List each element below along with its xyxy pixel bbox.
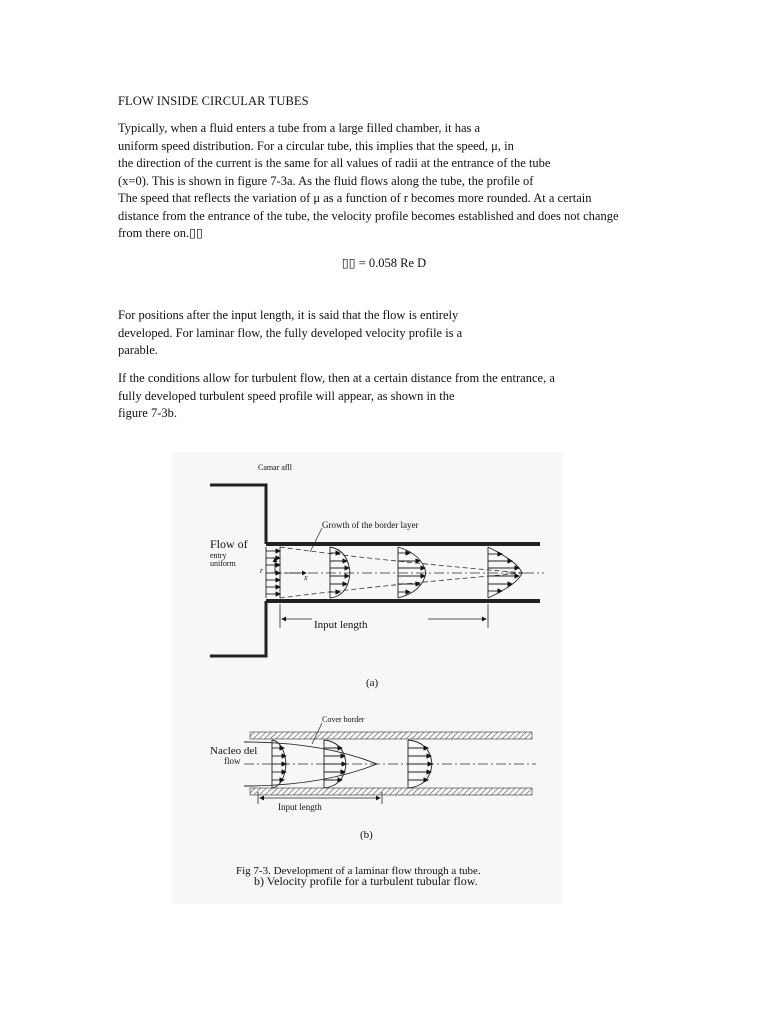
flow-label-2: entry <box>210 551 227 560</box>
flow-label-1: Flow of <box>210 537 248 551</box>
paragraph-line: parable. <box>118 343 158 357</box>
paragraph-line: If the conditions allow for turbulent flow, then at a certain distance from the entrance, a <box>118 371 555 385</box>
x-label: x <box>304 573 308 582</box>
paragraph-line: Typically, when a fluid enters a tube from a large filled chamber, it has a <box>118 121 481 135</box>
paragraph-line: from there on.▯▯ <box>118 226 203 240</box>
paragraph-line: the direction of the current is the same for all values of radii at the entrance of the tube <box>118 156 551 170</box>
flow-label-3: uniform <box>210 559 236 568</box>
entry-length-equation: ▯▯ = 0.058 Re D <box>341 256 427 270</box>
paragraph-entrance-flow <box>118 120 619 243</box>
paragraph-line: figure 7-3b. <box>118 406 178 420</box>
section-title: FLOW INSIDE CIRCULAR TUBES <box>118 94 309 108</box>
tube-wall-top-hatched <box>250 732 532 739</box>
caption-b: (b) <box>360 829 373 841</box>
paragraph-line: The speed that reflects the variation of μ as a function of r becomes more rounded. At a certain <box>118 191 592 205</box>
paragraph-line: For positions after the input length, it is said that the flow is entirely <box>118 308 459 322</box>
tube-wall-bottom-hatched <box>250 788 532 795</box>
paragraph-developed-flow <box>118 307 462 360</box>
figure-caption-2: b) Velocity profile for a turbulent tubular flow. <box>254 874 478 888</box>
figure-7-3-drawing <box>172 452 562 904</box>
figure-caption-1: Fig 7-3. Development of a laminar flow through a tube. <box>236 865 481 877</box>
core-label-2: flow <box>224 756 241 766</box>
paragraph-line: developed. For laminar flow, the fully developed velocity profile is a <box>118 325 463 340</box>
paragraph-line: fully developed turbulent speed profile will appear, as shown in the <box>118 388 455 403</box>
caption-a: (a) <box>366 677 379 689</box>
cover-border-label: Cover border <box>322 715 365 724</box>
paragraph-line: uniform speed distribution. For a circular tube, this implies that the speed, μ, in <box>118 138 514 153</box>
input-length-label-b: Input length <box>278 802 322 812</box>
figure-7-3 <box>172 452 562 904</box>
paragraph-line: (x=0). This is shown in figure 7-3a. As the fluid flows along the tube, the profile of <box>118 173 534 188</box>
chamber-label: Camar afll <box>258 463 292 472</box>
core-label-1: Nacleo del <box>210 745 258 757</box>
input-length-label-a: Input length <box>314 619 368 631</box>
growth-label: Growth of the border layer <box>322 520 419 530</box>
paragraph-turbulent-flow <box>118 370 555 423</box>
r-label: r <box>260 566 264 575</box>
paragraph-line: distance from the entrance of the tube, the velocity profile becomes established and does not change <box>118 208 619 223</box>
